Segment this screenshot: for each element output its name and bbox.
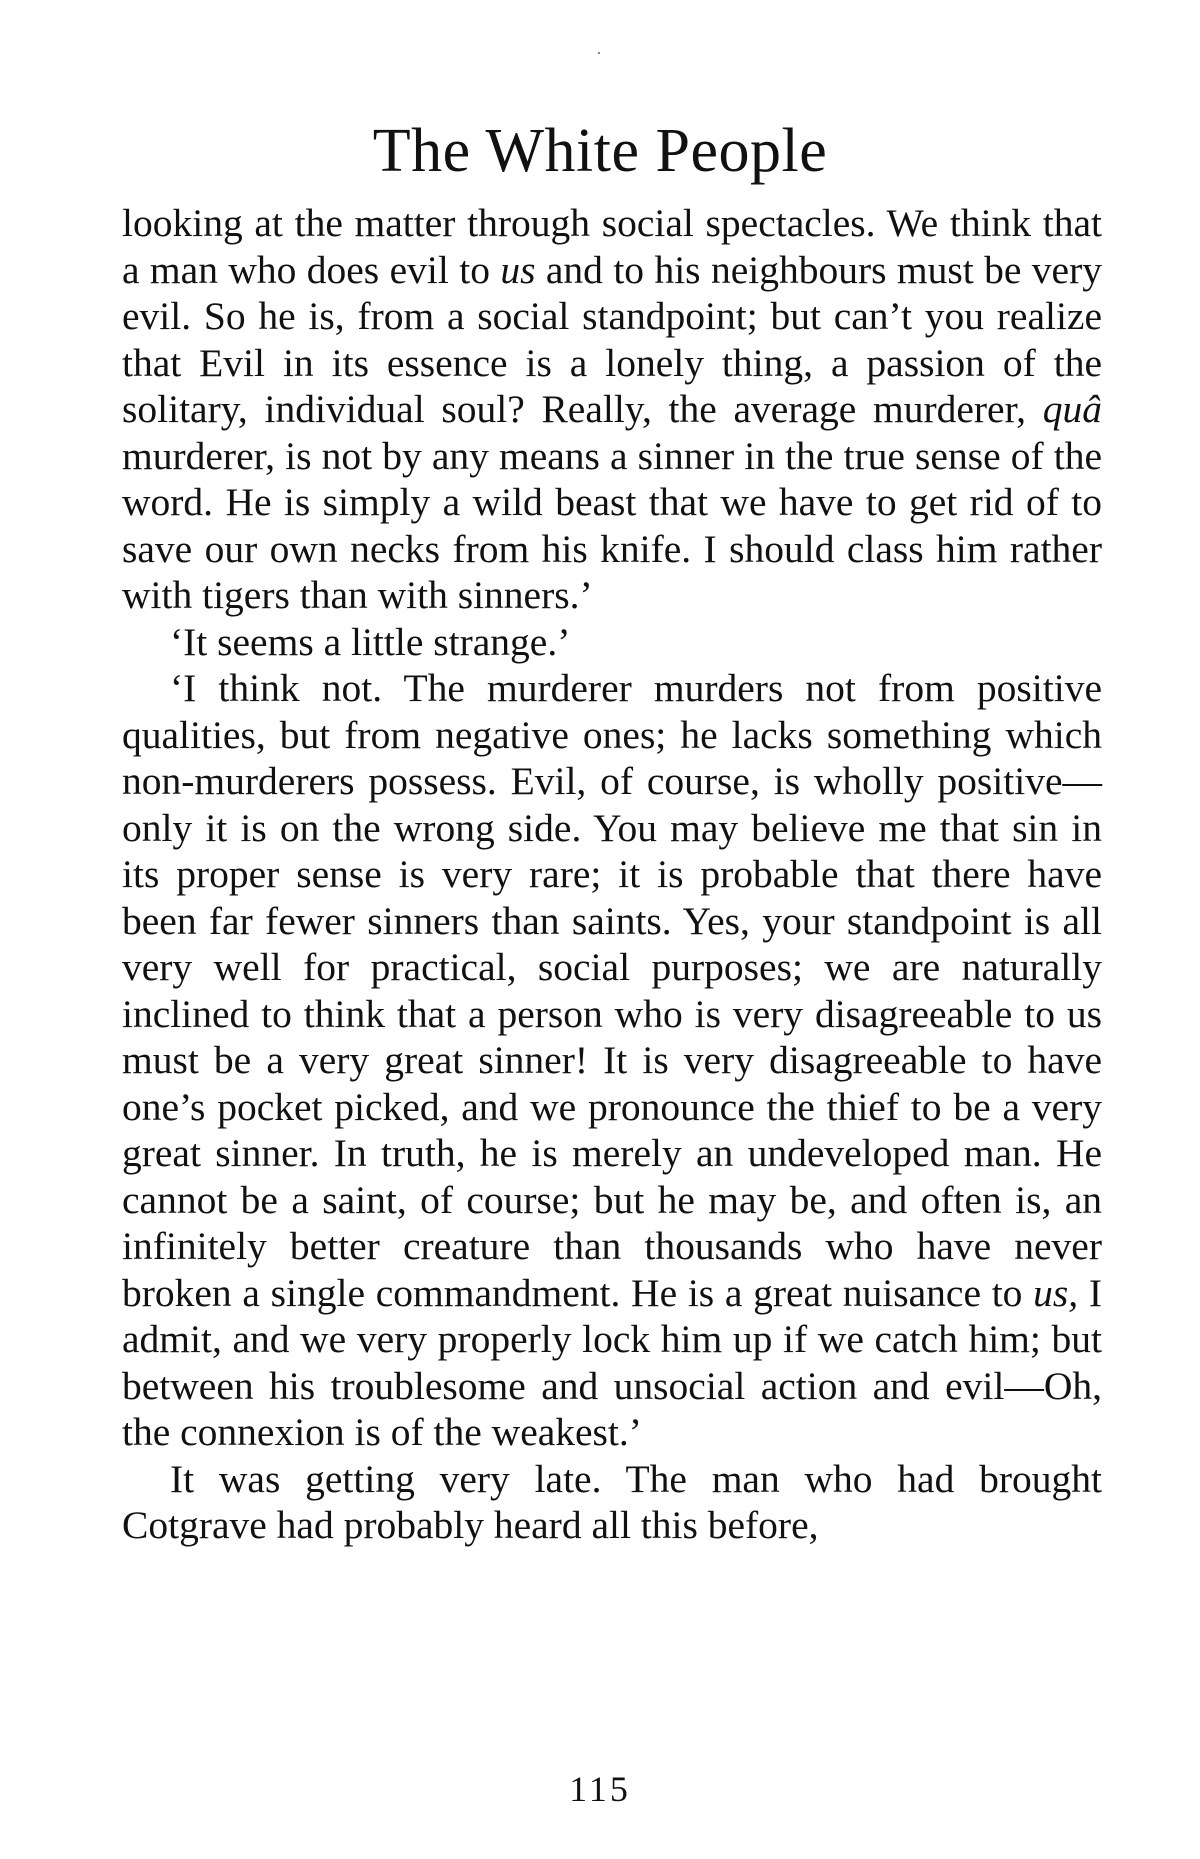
italic-text: quâ [1042, 387, 1102, 431]
text-segment: ‘I think not. The murderer murders not from positive qualities, but from negative ones; he lacks something which non-murderers possess. Evil, of course, is wholly positive—only it is on the wrong side. You may believe me that sin in its proper sense is very rare; it is probable that there have been far fewer sinners than saints. Yes, your standpoint is all very well for practical, social purposes; we are naturally inclined to think that a person who is very disagreeable to us must be a very great sinner! It is very disagreeable to have one’s pocket picked, and we pronounce the thief to be a very great sinner. In truth, he is merely an undeveloped man. He cannot be a saint, of course; but he may be, and often is, an infinitely better creature than thousands who have never broken a single commandment. He is a great nuisance to [122, 666, 1102, 1315]
running-title: The White People [372, 117, 828, 185]
text-segment: looking at the matter through social spectacles. We think that a man who does evil to [122, 201, 1102, 292]
paragraph: ‘It seems a little strange.’ [170, 619, 571, 664]
text-segment: murderer, is not by any means a sinner in the true sense of the word. He is simply a wild beast that we have to get rid of to save our own necks from his knife. I should class him rather with tigers than with sinners.’ [122, 433, 1102, 617]
italic-text: us, [1033, 1270, 1079, 1315]
italic-text: us [500, 247, 536, 292]
paragraph: It was getting very late. The man who had brought Cotgrave had probably heard all this before, [122, 1456, 1102, 1547]
print-speck [598, 52, 600, 54]
text-segment: I admit, and we very properly lock him up if we catch him; but between his troublesome and unsocial action and evil—Oh, the connexion is of the weakest.’ [122, 1270, 1103, 1454]
text-segment: and to his neighbours must be very evil. So he is, from a social standpoint; but can’t you realize that Evil in its essence is a lonely thing, a passion of the solitary, individual soul? Really, the average murderer, [122, 247, 1102, 431]
page-number: 115 [569, 1769, 631, 1809]
paragraph [122, 200, 1102, 619]
body-text [122, 200, 1102, 1549]
paragraph [122, 665, 1102, 1456]
